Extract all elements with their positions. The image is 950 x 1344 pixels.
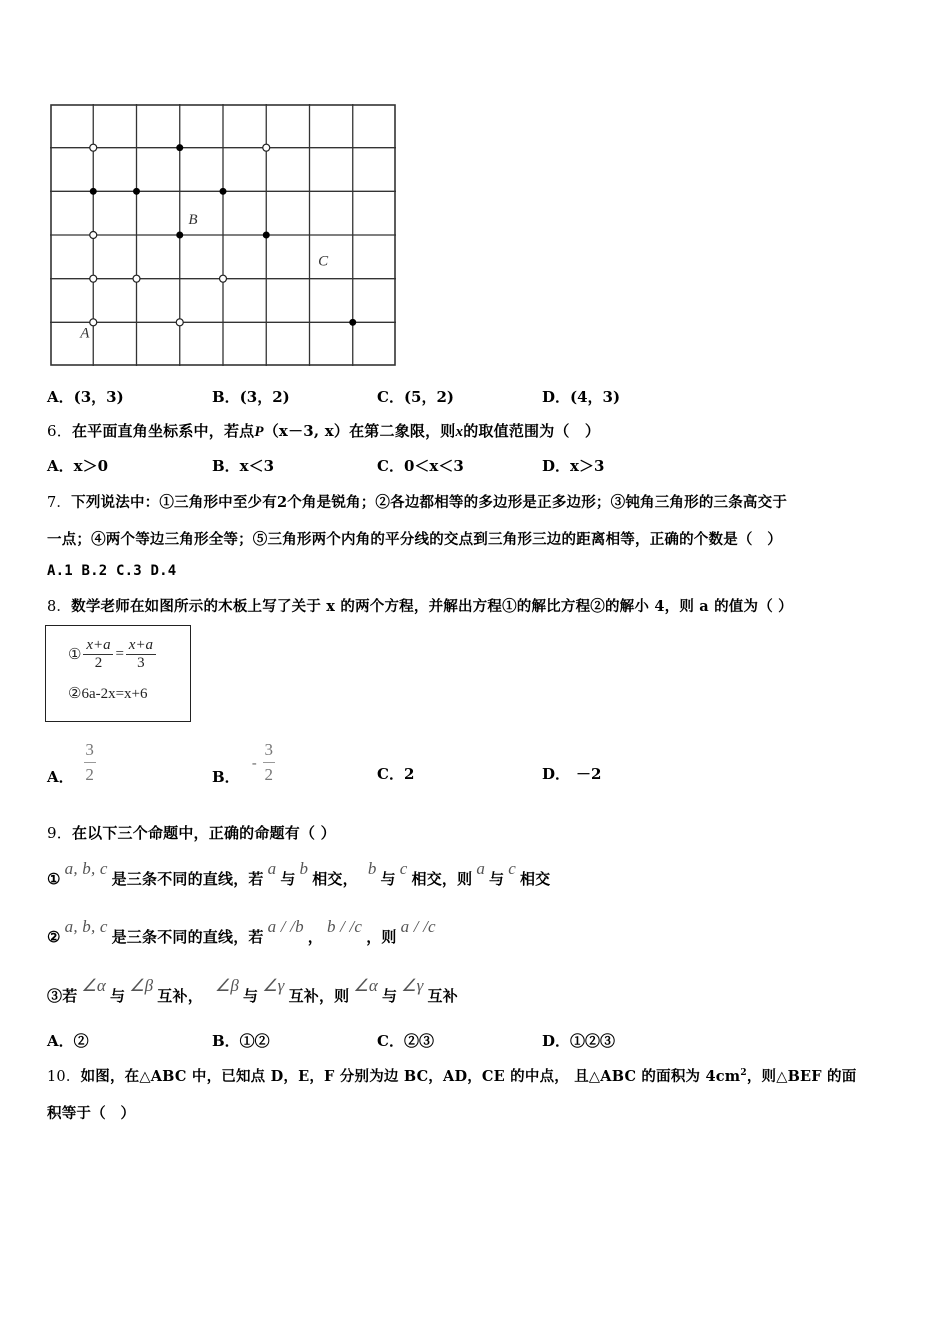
q5-option-d[interactable]: D．(4，3): [542, 388, 621, 406]
fraction: $\frac{3}{2}$: [264, 740, 274, 784]
q5-grid-figure: [50, 104, 396, 366]
q8-question: 8．数学老师在如图所示的木板上写了关于 x 的两个方程，并解出方程①的解比方程②的解小 4，则 a 的值为（ ）: [47, 598, 793, 615]
q10-line2: 积等于（ ）: [47, 1105, 136, 1122]
q6-option-b[interactable]: B．x＜3: [212, 457, 275, 475]
q9-proposition-1: ①a, b, c是三条不同的直线，若a与b相交，b与c相交，则a与c相交: [47, 859, 551, 888]
q8-number: 8．: [47, 599, 72, 615]
q8-equation-board: [45, 625, 191, 722]
q8-option-b[interactable]: B． - $\frac{3}{2}$: [212, 740, 274, 786]
svg-text:B: B: [188, 212, 198, 229]
q6-option-a[interactable]: A．x＞0: [47, 457, 109, 475]
grid-drawing: [50, 104, 396, 366]
q5-option-c[interactable]: C．(5，2): [377, 388, 455, 406]
fraction: $\frac{3}{2}$: [85, 740, 94, 784]
eq1-right-fraction: x+a 3: [126, 638, 156, 671]
q7-line2: 一点；④两个等边三角形全等；⑤三角形两个内角的平分线的交点到三角形三边的距离相等，正确的个数是（ ）: [47, 531, 782, 548]
q6-number: 6．: [47, 422, 72, 440]
svg-text:C: C: [318, 253, 329, 270]
q6-option-c[interactable]: C．0＜x＜3: [377, 457, 464, 475]
q9-option-d[interactable]: D．①②③: [542, 1032, 616, 1050]
q9-option-a[interactable]: A．②: [47, 1032, 89, 1050]
q9-proposition-3: ③若∠α与∠β互补，∠β与∠γ互补，则∠α与∠γ互补: [47, 976, 458, 1005]
equation-1: ① x+a 2 = x+a 3: [68, 638, 156, 671]
svg-text:A: A: [80, 325, 90, 342]
q5-option-a[interactable]: A．(3，3): [47, 388, 124, 406]
q9-question: 9．在以下三个命题中，正确的命题有（ ）: [47, 824, 336, 842]
q6-question: 6．在平面直角坐标系中，若点P（x－3, x）在第二象限，则x的取值范围为（ ）: [47, 422, 601, 440]
q7-number: 7．: [47, 495, 72, 511]
q10-number: 10．: [47, 1069, 81, 1085]
q10-line1: 10．如图，在△ABC 中，已知点 D，E，F 分别为边 BC，AD，CE 的中点， 且△ABC 的面积为 $4cm^2$，则△BEF 的面: [47, 1068, 857, 1085]
q9-number: 9．: [47, 824, 72, 842]
equation-2: ②6a-2x=x+6: [68, 686, 148, 702]
q8-option-d[interactable]: D． －2: [542, 765, 602, 783]
q7-options[interactable]: A.1 B.2 C.3 D.4: [47, 563, 177, 579]
q9-option-b[interactable]: B．①②: [212, 1032, 270, 1050]
eq1-left-fraction: x+a 2: [83, 638, 113, 671]
q8-option-a[interactable]: A． $\frac{3}{2}$: [47, 740, 94, 786]
q9-proposition-2: ②a, b, c是三条不同的直线，若a / /b，b / /c，则a / /c: [47, 917, 436, 946]
q6-option-d[interactable]: D．x＞3: [542, 457, 605, 475]
q8-option-c[interactable]: C．2: [377, 765, 415, 783]
q5-option-b[interactable]: B．(3，2): [212, 388, 290, 406]
q7-line1: 7．下列说法中：①三角形中至少有2个角是锐角；②各边都相等的多边形是正多边形；③钝角三角形的三条高交于: [47, 494, 788, 511]
q9-option-c[interactable]: C．②③: [377, 1032, 434, 1050]
